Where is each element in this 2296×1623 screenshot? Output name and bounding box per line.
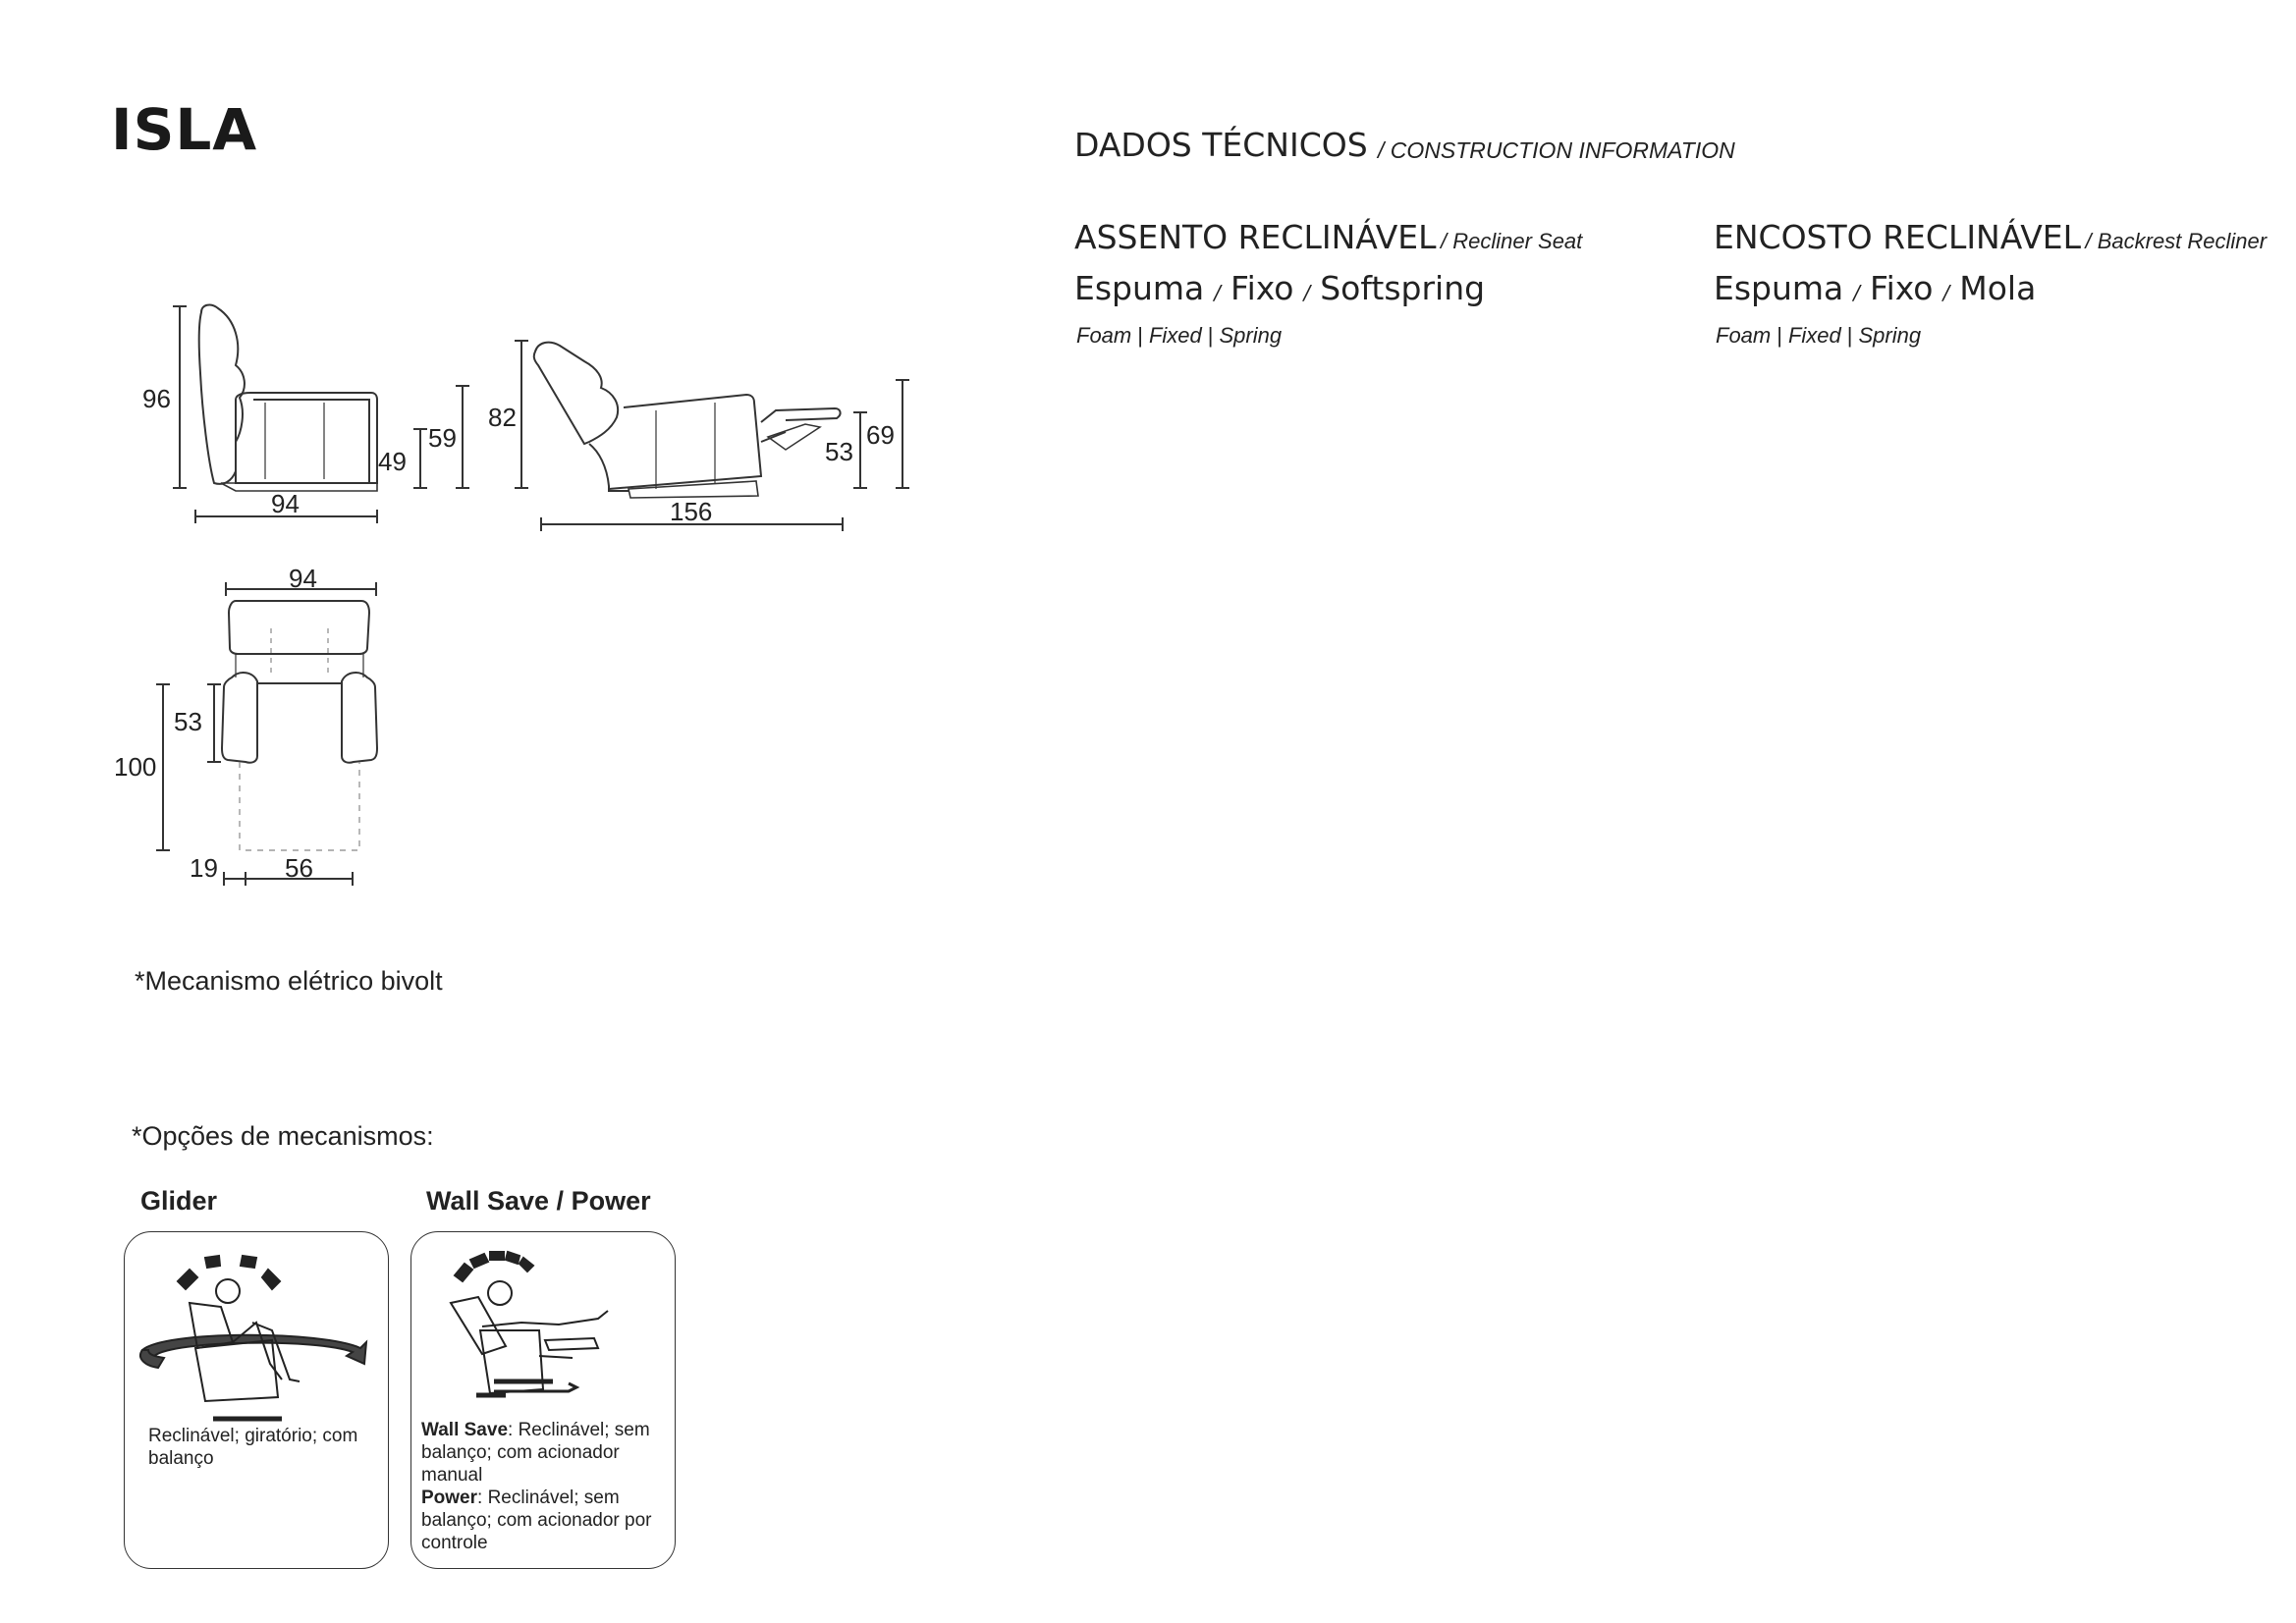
seat-material: Softspring	[1320, 269, 1486, 307]
seat-material-en: Foam	[1076, 323, 1132, 348]
top-seat-width-label: 56	[285, 853, 313, 883]
reclined-height-label: 82	[488, 403, 517, 432]
electric-note: *Mecanismo elétrico bivolt	[135, 966, 443, 996]
technical-subheading: / CONSTRUCTION INFORMATION	[1378, 137, 1735, 163]
wallsave-desc: : Reclinável; sem balanço; com acionador manual	[421, 1420, 650, 1486]
glider-heading: Glider	[140, 1186, 218, 1216]
top-width-label: 94	[289, 564, 317, 593]
backrest-materials: Espuma / Fixo / Mola	[1714, 269, 2037, 307]
backrest-section	[1714, 218, 2267, 256]
wallsave-label: Wall Save	[421, 1420, 509, 1440]
backrest-material: Fixo	[1870, 269, 1934, 307]
backrest-material-en: Spring	[1858, 323, 1922, 348]
seat-subtitle: / Recliner Seat	[1440, 229, 1583, 253]
seat-material-en: Spring	[1219, 323, 1283, 348]
backrest-material-en: Foam	[1716, 323, 1772, 348]
product-title: ISLA	[111, 96, 258, 163]
reclined-chair-icon	[534, 343, 841, 498]
seat-material: Espuma	[1074, 269, 1205, 307]
mechanism-options-note: *Opções de mecanismos:	[132, 1121, 434, 1151]
reclined-footrest-height-label: 69	[866, 420, 895, 450]
top-seat-depth-label: 53	[174, 707, 202, 736]
side-arm-height-label: 59	[428, 423, 457, 453]
backrest-title: ENCOSTO RECLINÁVEL	[1714, 218, 2082, 256]
power-label: Power	[421, 1488, 478, 1508]
seat-materials: Espuma / Fixo / Softspring	[1074, 269, 1486, 307]
wallsave-icon	[411, 1232, 675, 1429]
reclined-seat-height-label: 53	[825, 437, 853, 466]
dimension-drawings	[0, 0, 943, 903]
technical-heading: DADOS TÉCNICOS	[1074, 126, 1368, 164]
backrest-material-en: Fixed	[1787, 323, 1841, 348]
wallsave-description	[421, 1419, 667, 1554]
backrest-materials-en: Foam | Fixed | Spring	[1716, 323, 1922, 348]
backrest-material: Mola	[1959, 269, 2037, 307]
seat-materials-en: Foam | Fixed | Spring	[1076, 323, 1283, 348]
glider-description: Reclinável; giratório; com balanço	[148, 1426, 358, 1469]
wallsave-card	[410, 1231, 676, 1569]
side-seat-height-label: 49	[378, 447, 407, 476]
backrest-material: Espuma	[1714, 269, 1844, 307]
side-depth-label: 94	[271, 489, 300, 518]
wallsave-heading: Wall Save / Power	[426, 1186, 651, 1216]
side-view-chair-icon	[199, 305, 377, 491]
seat-section	[1074, 218, 1582, 256]
side-height-label: 96	[142, 384, 171, 413]
reclined-depth-label: 156	[670, 497, 713, 526]
seat-material: Fixo	[1230, 269, 1294, 307]
seat-material-en: Fixed	[1148, 323, 1202, 348]
top-arm-label: 19	[190, 853, 218, 883]
top-view-chair-icon	[222, 601, 377, 850]
glider-card	[124, 1231, 389, 1569]
glider-icon	[125, 1232, 388, 1429]
seat-title: ASSENTO RECLINÁVEL	[1074, 218, 1437, 256]
power-desc: : Reclinável; sem balanço; com acionador por controle	[421, 1488, 652, 1553]
backrest-subtitle: / Backrest Recliner	[2085, 229, 2268, 253]
top-depth-label: 100	[114, 752, 157, 782]
